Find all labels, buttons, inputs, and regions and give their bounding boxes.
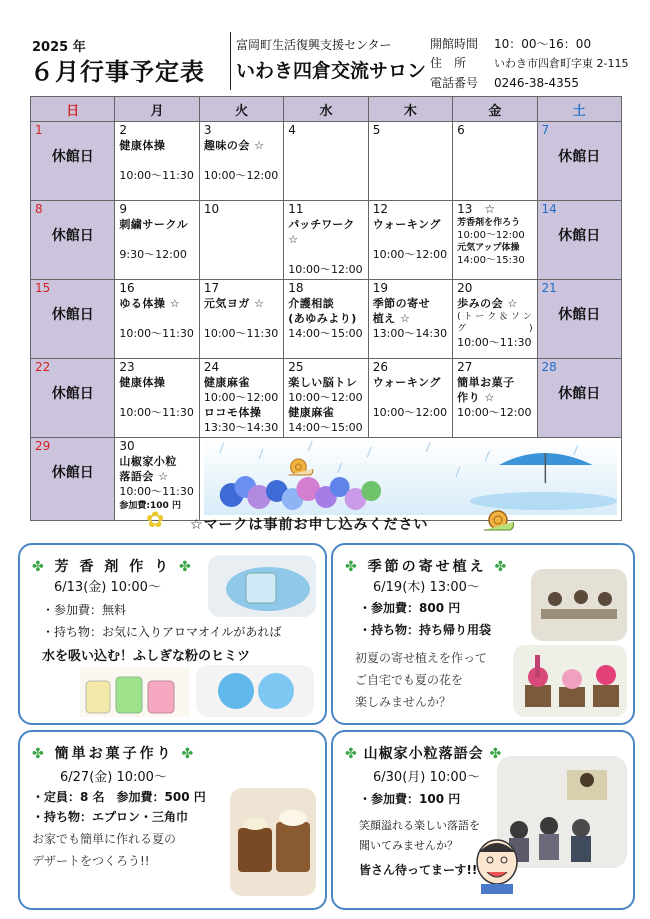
hydrangea-illustration (199, 438, 621, 521)
event-name: 簡単お菓子 (457, 376, 515, 389)
day-number: 7 (541, 123, 550, 137)
day-cell (115, 201, 199, 280)
day-number: 10 (203, 202, 220, 216)
day-cell (368, 359, 452, 438)
planting-event-box (331, 543, 635, 725)
info-value: 10：00～16：00 (494, 37, 592, 51)
page-title: ６月行事予定表 (30, 58, 205, 86)
aroma-date: 6/13(金) 10:00～ (54, 580, 161, 595)
day-number: 23 (119, 360, 135, 374)
event-name-cont: 植え ☆ (372, 312, 411, 325)
event-name: 趣味の会 ☆ (203, 139, 265, 152)
clover-icon: ✤ (32, 746, 47, 762)
planting-flowers-photo (513, 645, 627, 717)
day-cell (284, 359, 368, 438)
event-time: 10:00～11:30 (457, 336, 532, 349)
event-name: 健康体操 (119, 376, 166, 389)
day-cell (368, 280, 452, 359)
event-time: 10:00～12:00 (457, 406, 532, 419)
day-number: 30 (119, 439, 135, 453)
day-cell (31, 201, 115, 280)
day-number: 4 (288, 123, 296, 137)
event-fee: 参加費:100 円 (119, 501, 181, 511)
event-time: 10:00～12:00 (203, 169, 279, 182)
event-time: 10:00～11:30 (119, 327, 194, 340)
info-value: 0246-38-4355 (494, 76, 580, 90)
weekday-fri: 金 (453, 97, 537, 122)
closed-label: 休館日 (51, 307, 94, 323)
planting-title: 季節の寄せ植え (367, 559, 487, 575)
event-time: 10:00～12:00 (203, 391, 279, 404)
event-time: 10:00～11:30 (119, 485, 194, 498)
event-time: 10:00～12:00 (457, 230, 525, 241)
clover-icon: ✤ (489, 746, 503, 762)
event-time: 10:00～12:00 (372, 248, 448, 261)
clover-icon: ✤ (32, 559, 47, 575)
event-name-cont: 落語会 ☆ (119, 470, 169, 483)
rakugo-event-box (331, 730, 635, 910)
rain-hydrangea-image (204, 439, 617, 515)
weekday-sun: 日 (31, 97, 115, 122)
day-number: 11 (288, 202, 304, 216)
event-time: 10:00～11:30 (119, 169, 194, 182)
day-number: 17 (203, 281, 220, 295)
closed-label: 休館日 (51, 149, 94, 165)
rakugo-message (359, 816, 480, 880)
event-time: 10:00～11:30 (119, 406, 194, 419)
event-name: 山椒家小粒 (119, 455, 177, 468)
day-number: 26 (372, 360, 388, 374)
rakugo-msg-line: 笑顔溢れる楽しい落語を (359, 819, 480, 832)
day-cell (199, 280, 283, 359)
event-name: 健康体操 (119, 139, 166, 152)
rakugo-msg-line: 聞いてみませんか？ (359, 839, 458, 852)
event-name: 元気ヨガ ☆ (203, 297, 265, 310)
day-cell (284, 201, 368, 280)
aroma-powder-photo (208, 555, 316, 617)
day-number: 5 (372, 123, 381, 137)
event-name: 季節の寄せ (372, 297, 431, 310)
aroma-event-box (18, 543, 327, 725)
event-time: 14:00～15:30 (457, 255, 525, 266)
planting-date: 6/19(木) 13:00～ (373, 580, 480, 595)
day-number: 9 (119, 202, 128, 216)
calendar-week (31, 122, 622, 201)
info-label: 開館時間 (430, 37, 479, 51)
calendar-week (31, 280, 622, 359)
clover-icon: ✤ (178, 559, 194, 575)
planting-msg-line: ご自宅でも夏の花を (355, 673, 464, 687)
day-cell (199, 359, 283, 438)
closed-label: 休館日 (558, 386, 601, 402)
reservation-note: ☆マークは事前お申し込みください (190, 517, 429, 533)
rakugo-performer-illustration (471, 836, 523, 894)
day-cell (31, 122, 115, 201)
day-number: 27 (457, 360, 473, 374)
day-cell (199, 122, 283, 201)
closed-label: 休館日 (558, 149, 601, 165)
event-time: 13:30～14:30 (203, 421, 279, 434)
day-number: 28 (541, 360, 557, 374)
day-number: 1 (35, 123, 43, 137)
info-label: 住 所 (430, 56, 467, 70)
closed-label: 休館日 (51, 465, 94, 481)
event-time: 14:00～15:00 (288, 327, 363, 340)
event-time: 9:30～12:00 (119, 248, 187, 261)
clover-icon: ✤ (181, 746, 197, 762)
day-cell (368, 122, 452, 201)
closed-label: 休館日 (558, 228, 601, 244)
event-name: 元気アップ体操 (457, 243, 520, 253)
day-number: 6 (457, 123, 465, 137)
sweets-date: 6/27(金) 10:00～ (60, 770, 167, 785)
info-label: 電話番号 (430, 76, 479, 90)
header-divider (230, 32, 231, 90)
rakugo-fee: ・参加費：100 円 (359, 792, 461, 806)
day-cell (284, 122, 368, 201)
sweets-capacity-fee: ・定員：8 名 参加費：500 円 (32, 790, 206, 804)
weekday-mon: 月 (115, 97, 199, 122)
year-label: 2025 年 (32, 40, 86, 55)
day-cell (453, 201, 537, 280)
rakugo-title: 山椒家小粒落語会 (363, 746, 484, 762)
closed-label: 休館日 (558, 307, 601, 323)
day-number: 29 (35, 439, 51, 453)
calendar-table (30, 96, 622, 521)
day-cell (115, 280, 199, 359)
sweets-event-box (18, 730, 327, 910)
event-time: 10:00～12:00 (288, 263, 363, 276)
opening-hours (430, 35, 591, 52)
day-number: 12 (372, 202, 388, 216)
day-number: 3 (203, 123, 212, 137)
rakugo-title-row (345, 743, 502, 763)
center-subtitle: 富岡町生活復興支援センター (236, 38, 392, 52)
day-number: 16 (119, 281, 135, 295)
day-cell (537, 122, 621, 201)
aroma-fee: ・参加費：無料 (42, 603, 127, 617)
flower-icon: ✿ (146, 508, 165, 533)
event-name: ウォーキング (372, 218, 441, 231)
day-cell (368, 201, 452, 280)
day-cell (31, 438, 115, 521)
day-cell (453, 122, 537, 201)
event-name: ロコモ体操 (203, 406, 262, 419)
planting-msg-line: 初夏の寄せ植えを作って (355, 651, 488, 665)
sweets-message (32, 828, 176, 872)
day-cell (537, 359, 621, 438)
aroma-bring: ・持ち物：お気に入りアロマオイルがあれば (42, 625, 282, 639)
weekday-sat: 土 (537, 97, 621, 122)
event-time: 10:00～12:00 (288, 391, 363, 404)
sweets-title: 簡単お菓子作り (54, 746, 174, 762)
day-cell (31, 280, 115, 359)
day-cell (199, 201, 283, 280)
event-name: ゆる体操 ☆ (119, 297, 181, 310)
planting-title-row (345, 556, 509, 576)
aroma-title: 芳 香 剤 作 り (54, 559, 172, 575)
day-number: 8 (35, 202, 43, 216)
event-name: 介護相談 (288, 297, 335, 310)
planting-msg-line: 楽しみませんか？ (355, 695, 452, 709)
weekday-wed: 水 (284, 97, 368, 122)
day-cell (31, 359, 115, 438)
event-name: 楽しい脳トレ (288, 376, 358, 389)
event-name: 芳香剤を作ろう (457, 218, 521, 228)
aroma-jars-photo (80, 667, 190, 717)
event-subtitle-cont: グ ) (457, 324, 533, 334)
planting-bring: ・持ち物：持ち帰り用袋 (359, 623, 492, 637)
planting-fee: ・参加費：800 円 (359, 601, 461, 615)
calendar-week (31, 438, 622, 521)
clover-icon: ✤ (494, 559, 510, 575)
event-time: 14:00～15:00 (288, 421, 363, 434)
event-name: 歩みの会 ☆ (457, 297, 518, 310)
rakugo-msg-line: 皆さん待ってまーす!! (359, 863, 478, 877)
sweets-msg-line: お家でも簡単に作れる夏の (32, 832, 177, 846)
event-name: 刺繍サークル (119, 218, 189, 231)
weekday-header-row (31, 97, 622, 122)
aroma-title-row (32, 556, 194, 576)
day-cell (537, 201, 621, 280)
planting-class-photo (531, 569, 627, 641)
center-name: いわき四倉交流サロン (236, 60, 427, 82)
day-number: 25 (288, 360, 304, 374)
event-time: 10:00～11:30 (203, 327, 279, 340)
day-number: 20 (457, 281, 473, 295)
weekday-tue: 火 (199, 97, 283, 122)
event-name: ウォーキング (372, 376, 441, 389)
sweets-msg-line: デザートをつくろう!! (32, 854, 150, 868)
info-value: いわき市四倉町字東 2-115 (494, 57, 629, 70)
sweets-bring: ・持ち物：エプロン・三角巾 (32, 810, 189, 824)
event-time: 13:00～14:30 (372, 327, 448, 340)
day-number: 21 (541, 281, 557, 295)
clover-icon: ✤ (345, 559, 360, 575)
event-subtitle: (あゆみより) (288, 312, 357, 325)
weekday-thu: 木 (368, 97, 452, 122)
event-name: 健康麻雀 (203, 376, 250, 389)
day-cell (284, 280, 368, 359)
address (430, 54, 628, 71)
rakugo-date: 6/30(月) 10:00～ (373, 770, 480, 785)
event-time: 10:00～12:00 (372, 406, 448, 419)
closed-label: 休館日 (51, 386, 94, 402)
aroma-catch: 水を吸い込む！ふしぎな粉のヒミツ (42, 649, 251, 664)
aroma-gel-photo (196, 665, 314, 717)
day-cell (453, 280, 537, 359)
day-number: 19 (372, 281, 388, 295)
closed-label: 休館日 (51, 228, 94, 244)
sweets-title-row (32, 743, 196, 763)
day-number: 22 (35, 360, 51, 374)
day-cell (115, 122, 199, 201)
day-number: 15 (35, 281, 51, 295)
day-number: 14 (541, 202, 557, 216)
day-number: 18 (288, 281, 304, 295)
day-number: 2 (119, 123, 128, 137)
day-cell (453, 359, 537, 438)
calendar-week (31, 359, 622, 438)
phone-number (430, 74, 579, 91)
event-name-cont: 作り ☆ (457, 391, 495, 404)
sweets-pudding-photo (230, 788, 316, 896)
snail-icon (480, 508, 516, 540)
day-cell (115, 359, 199, 438)
day-number: 24 (203, 360, 220, 374)
event-name: パッチワーク☆ (288, 218, 355, 246)
event-subtitle: ( ト ー ク ＆ ソ ン (457, 312, 532, 322)
event-name: 健康麻雀 (288, 406, 335, 419)
planting-message (355, 647, 487, 713)
clover-icon: ✤ (345, 746, 358, 762)
calendar-week (31, 201, 622, 280)
day-cell (537, 280, 621, 359)
day-number: 13 ☆ (457, 202, 496, 216)
